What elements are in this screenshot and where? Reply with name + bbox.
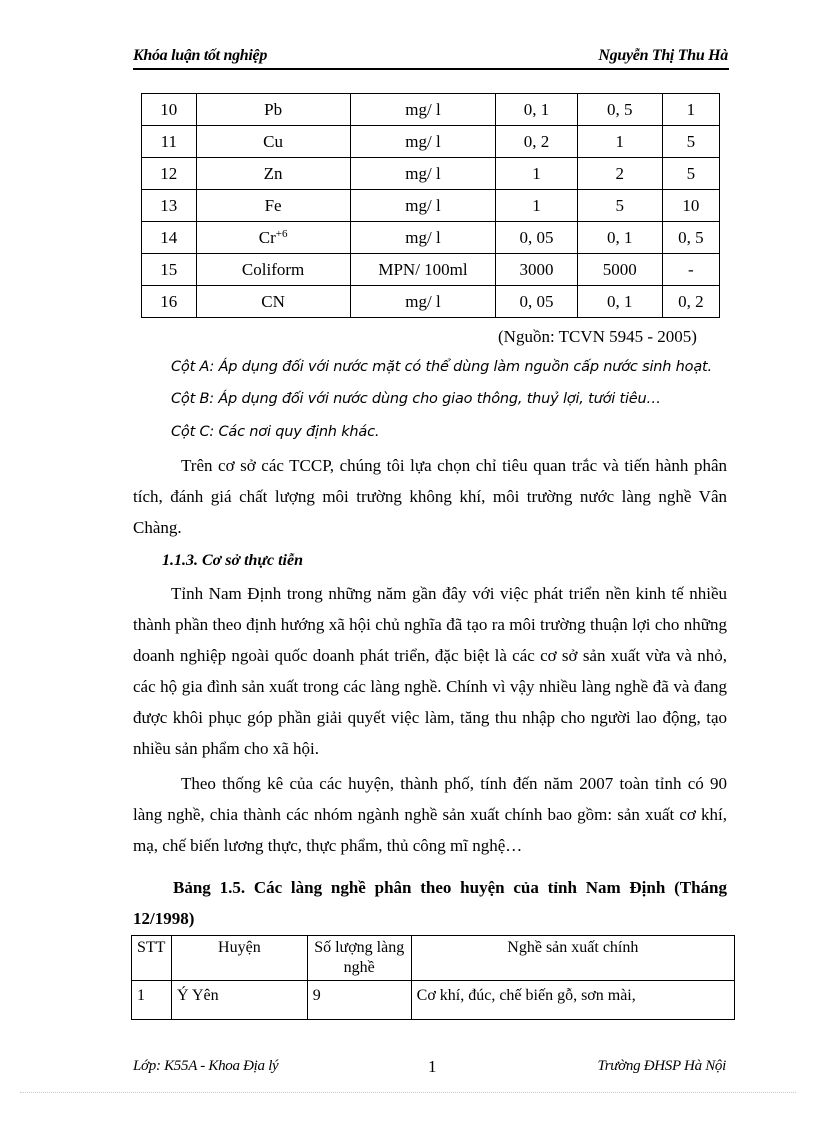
section-heading: 1.1.3. Cơ sở thực tiễn xyxy=(162,552,303,569)
cell-column-c xyxy=(662,254,719,286)
table-row xyxy=(142,286,720,318)
cell-column-b xyxy=(577,254,662,286)
cell-column-b-text: 5 xyxy=(615,195,624,215)
cell-parameter xyxy=(196,254,350,286)
cell-parameter xyxy=(196,286,350,318)
cell-parameter-text: Fe xyxy=(264,195,282,215)
craft-village-table xyxy=(131,935,735,1020)
cell-parameter-text: Coliform xyxy=(241,259,305,279)
cell-unit-text: MPN/ 100ml xyxy=(378,259,468,279)
cell-stt xyxy=(142,286,197,318)
craft-village-header-row xyxy=(132,936,735,981)
table-caption xyxy=(133,872,727,934)
table-row xyxy=(142,94,720,126)
cell-column-b-text: 2 xyxy=(615,163,624,183)
table-caption-text: Bảng 1.5. Các làng nghề phân theo huyện của tỉnh Nam Định (Tháng 12/1998) xyxy=(133,878,727,928)
cell-column-b xyxy=(577,222,662,254)
cell-column-a-text: 0, 05 xyxy=(519,291,554,311)
table-row xyxy=(142,126,720,158)
cell-column-c-text: 5 xyxy=(686,131,696,151)
cell-unit-text: mg/ l xyxy=(405,227,441,247)
cell-count: 9 xyxy=(307,981,411,1020)
cell-column-b-text: 1 xyxy=(615,131,624,151)
cell-column-a xyxy=(496,222,577,254)
cell-column-b-text: 0, 1 xyxy=(606,227,633,247)
water-standard-table-body xyxy=(142,94,720,318)
note-column-c: Cột C: Các nơi quy định khác. xyxy=(171,424,380,440)
cell-stt xyxy=(142,158,197,190)
cell-column-a xyxy=(496,286,577,318)
page-edge-dotted-line xyxy=(20,1092,796,1093)
cell-unit-text: mg/ l xyxy=(405,163,441,183)
cell-parameter xyxy=(196,190,350,222)
cell-column-b xyxy=(577,286,662,318)
table-row xyxy=(142,254,720,286)
header-trades: Nghề sản xuất chính xyxy=(411,936,734,981)
cell-column-c-text: - xyxy=(688,259,694,279)
cell-unit-text: mg/ l xyxy=(405,99,441,119)
cell-parameter-text: CN xyxy=(261,291,285,311)
cell-trades: Cơ khí, đúc, chế biến gỗ, sơn mài, xyxy=(411,981,734,1020)
cell-column-c xyxy=(662,222,719,254)
cell-column-b-text: 5000 xyxy=(602,259,637,279)
header-district: Huyện xyxy=(171,936,307,981)
cell-column-c xyxy=(662,286,719,318)
cell-column-c-text: 10 xyxy=(682,195,700,215)
cell-stt-text: 11 xyxy=(160,131,177,151)
cell-column-c-text: 1 xyxy=(686,99,696,119)
cell-stt: 1 xyxy=(132,981,172,1020)
cell-unit-text: mg/ l xyxy=(405,131,441,151)
page-number: 1 xyxy=(428,1057,437,1076)
cell-parameter-text: Pb xyxy=(264,99,283,119)
header-right: Nguyễn Thị Thu Hà xyxy=(598,47,728,64)
cell-stt-text: 12 xyxy=(160,163,178,183)
paragraph-statistics xyxy=(133,768,727,861)
cell-stt xyxy=(142,254,197,286)
cell-parameter xyxy=(196,94,350,126)
cell-column-b-text: 0, 1 xyxy=(606,291,633,311)
craft-village-table-body xyxy=(132,981,735,1020)
cell-stt xyxy=(142,222,197,254)
footer-left: Lớp: K55A - Khoa Địa lý xyxy=(133,1058,279,1074)
paragraph-tccp-text: Trên cơ sở các TCCP, chúng tôi lựa chọn chỉ tiêu quan trắc và tiến hành phân tích, đánh giá chất lượng môi trường không khí, môi trường nước làng nghề Vân Chàng. xyxy=(133,456,727,537)
cell-unit xyxy=(350,190,496,222)
cell-column-b-text: 0, 5 xyxy=(606,99,633,119)
cell-column-c xyxy=(662,126,719,158)
cell-stt xyxy=(142,94,197,126)
header-rule xyxy=(133,68,729,70)
cell-unit xyxy=(350,286,496,318)
cell-column-c-text: 0, 5 xyxy=(678,227,704,247)
paragraph-nam-dinh-text: Tỉnh Nam Định trong những năm gần đây với việc phát triển nền kinh tế nhiều thành phần theo định hướng xã hội chủ nghĩa đã tạo ra môi trường thuận lợi cho những doanh nghiệp ngoài quốc doanh phát triển, đặc biệt là các cơ sở sản xuất vừa và nhỏ, các hộ gia đình sản xuất trong các làng nghề. Chính vì vậy nhiều làng nghề đã và đang được khôi phục góp phần giải quyết việc làm, tăng thu nhập cho người lao động, tạo nhiều sản phẩm cho xã hội. xyxy=(133,584,727,758)
header-count: Số lượng làng nghề xyxy=(307,936,411,981)
header-left: Khóa luận tốt nghiệp xyxy=(133,47,268,64)
cell-stt xyxy=(142,190,197,222)
cell-stt-text: 15 xyxy=(160,259,178,279)
cell-parameter-text: Cu xyxy=(263,131,284,151)
cell-column-a-text: 0, 2 xyxy=(523,131,550,151)
cell-parameter-text: Cr xyxy=(258,227,276,247)
cell-district: Ý Yên xyxy=(171,981,307,1020)
cell-unit xyxy=(350,94,496,126)
cell-unit xyxy=(350,222,496,254)
cell-column-a-text: 0, 1 xyxy=(523,99,550,119)
footer-right: Trường ĐHSP Hà Nội xyxy=(597,1058,726,1074)
paragraph-nam-dinh xyxy=(133,578,727,764)
note-column-a: Cột A: Áp dụng đối với nước mặt có thể dùng làm nguồn cấp nước sinh hoạt. xyxy=(171,359,712,375)
cell-column-a-text: 3000 xyxy=(519,259,554,279)
cell-parameter xyxy=(196,222,350,254)
cell-column-c xyxy=(662,190,719,222)
cell-column-a xyxy=(496,126,577,158)
cell-stt-text: 14 xyxy=(160,227,178,247)
cell-column-a xyxy=(496,254,577,286)
cell-unit xyxy=(350,126,496,158)
table-row xyxy=(142,222,720,254)
header-stt: STT xyxy=(132,936,172,981)
cell-unit xyxy=(350,254,496,286)
cell-parameter-superscript: +6 xyxy=(275,227,288,240)
table-source: (Nguồn: TCVN 5945 - 2005) xyxy=(498,327,697,346)
cell-column-c xyxy=(662,94,719,126)
cell-column-c-text: 0, 2 xyxy=(678,291,704,311)
cell-column-b xyxy=(577,126,662,158)
cell-column-a xyxy=(496,190,577,222)
table-row xyxy=(142,158,720,190)
cell-column-c xyxy=(662,158,719,190)
table-row xyxy=(142,190,720,222)
paragraph-tccp xyxy=(133,450,727,543)
cell-column-a-text: 0, 05 xyxy=(519,227,554,247)
cell-unit xyxy=(350,158,496,190)
cell-unit-text: mg/ l xyxy=(405,291,441,311)
cell-stt xyxy=(142,126,197,158)
cell-parameter xyxy=(196,158,350,190)
cell-column-b xyxy=(577,94,662,126)
cell-stt-text: 13 xyxy=(160,195,178,215)
cell-column-a xyxy=(496,158,577,190)
cell-parameter-text: Zn xyxy=(263,163,283,183)
cell-unit-text: mg/ l xyxy=(405,195,441,215)
cell-stt-text: 10 xyxy=(160,99,178,119)
table-row xyxy=(132,981,735,1020)
cell-column-b xyxy=(577,190,662,222)
cell-parameter xyxy=(196,126,350,158)
paragraph-statistics-text: Theo thống kê của các huyện, thành phố, tính đến năm 2007 toàn tỉnh có 90 làng nghề, chia thành các nhóm ngành nghề sản xuất chính bao gồm: sản xuất cơ khí, mạ, chế biến lương thực, thực phẩm, thủ công mĩ nghệ… xyxy=(133,774,727,855)
cell-stt-text: 16 xyxy=(160,291,178,311)
cell-column-b xyxy=(577,158,662,190)
cell-column-a-text: 1 xyxy=(532,163,541,183)
cell-column-a xyxy=(496,94,577,126)
note-column-b: Cột B: Áp dụng đối với nước dùng cho giao thông, thuỷ lợi, tưới tiêu… xyxy=(171,391,661,407)
cell-column-a-text: 1 xyxy=(532,195,541,215)
water-standard-table xyxy=(141,93,720,318)
cell-column-c-text: 5 xyxy=(686,163,696,183)
